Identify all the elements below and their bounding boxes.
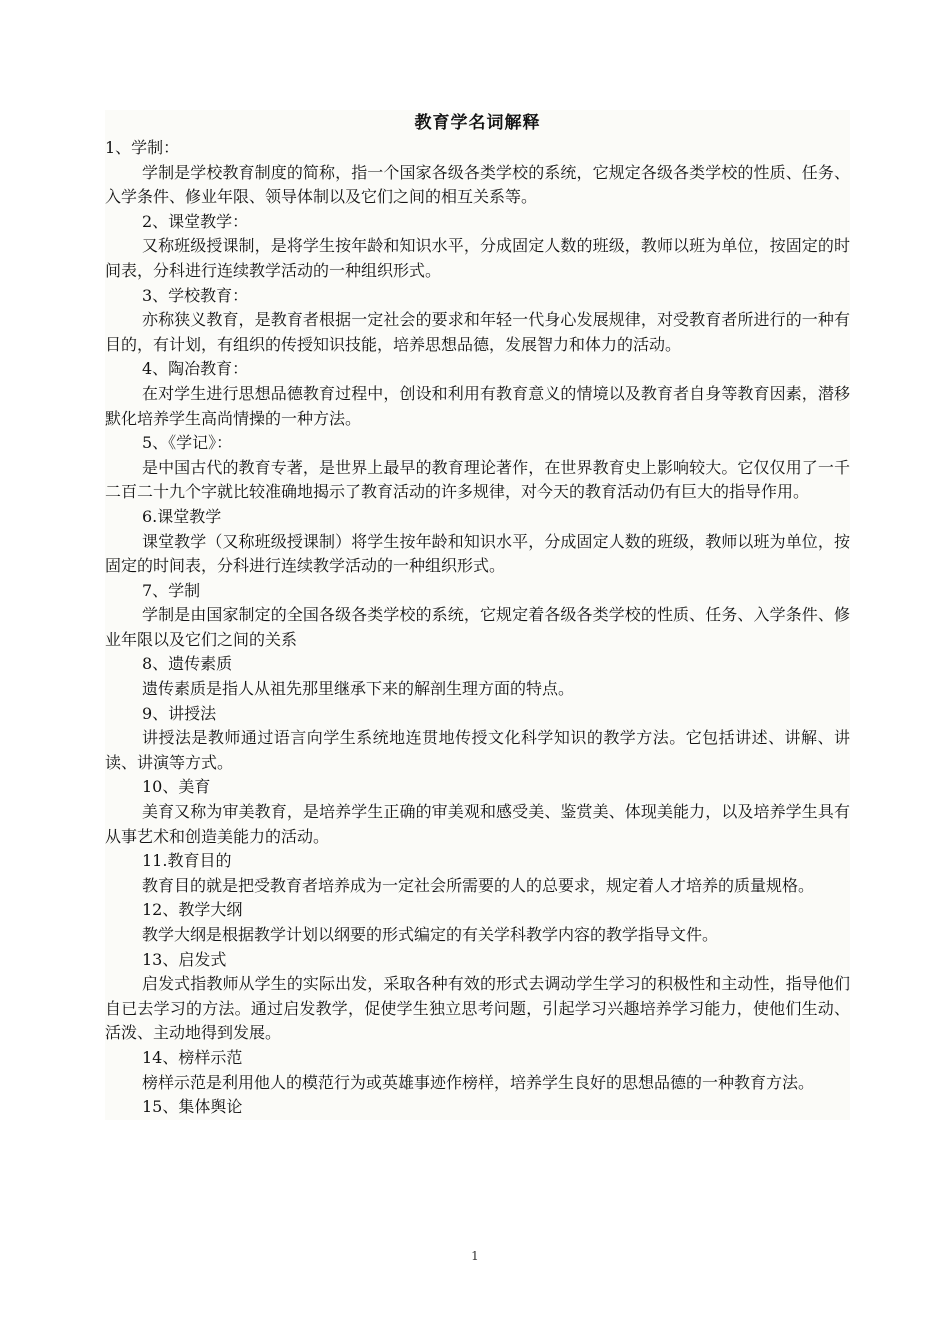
term-definition: 美育又称为审美教育，是培养学生正确的审美观和感受美、鉴赏美、体现美能力，以及培养学生具有从事艺术和创造美能力的活动。 — [105, 802, 850, 846]
term-definition: 教学大纲是根据教学计划以纲要的形式编定的有关学科教学内容的教学指导文件。 — [142, 925, 719, 944]
term-heading: 6.课堂教学 — [142, 506, 222, 526]
term-definition: 课堂教学（又称班级授课制）将学生按年龄和知识水平，分成固定人数的班级，教师以班为单位，按固定的时间表，分科进行连续教学活动的一种组织形式。 — [105, 531, 850, 576]
term-definition: 又称班级授课制，是将学生按年龄和知识水平，分成固定人数的班级，教师以班为单位，按固定的时间表，分科进行连续教学活动的一种组织形式。 — [105, 236, 850, 280]
page-number: 1 — [471, 1249, 479, 1263]
document-content — [105, 110, 850, 1120]
term-heading: 8、遗传素质 — [142, 654, 233, 674]
term-heading: 7、学制 — [142, 580, 201, 600]
term-heading: 10、美育 — [142, 777, 211, 797]
term-heading: 14、榜样示范 — [142, 1047, 243, 1067]
term-heading: 12、教学大纲 — [142, 900, 243, 920]
term-definition: 遗传素质是指人从祖先那里继承下来的解剖生理方面的特点。 — [142, 679, 575, 699]
term-definition: 亦称狭义教育，是教育者根据一定社会的要求和年轻一代身心发展规律，对受教育者所进行的一种有目的，有计划，有组织的传授知识技能，培养思想品德，发展智力和体力的活动。 — [105, 310, 850, 354]
term-definition: 教育目的就是把受教育者培养成为一定社会所需要的人的总要求，规定着人才培养的质量规格。 — [142, 875, 815, 895]
term-heading: 13、启发式 — [142, 949, 227, 969]
term-definition: 讲授法是教师通过语言向学生系统地连贯地传授文化科学知识的教学方法。它包括讲述、讲解、讲读、讲演等方式。 — [105, 728, 850, 772]
term-definition: 启发式指教师从学生的实际出发，采取各种有效的形式去调动学生学习的积极性和主动性，指导他们自已去学习的方法。通过启发教学，促使学生独立思考问题，引起学习兴趣培养学习能力，使他们生动、活泼、主动地得到发展。 — [105, 974, 850, 1043]
term-definition: 在对学生进行思想品德教育过程中，创设和利用有教育意义的情境以及教育者自身等教育因素，潜移默化培养学生高尚情操的一种方法。 — [105, 383, 850, 428]
term-heading: 11.教育目的 — [142, 851, 232, 871]
term-heading: 5、《学记》： — [142, 433, 233, 453]
term-definition: 学制是学校教育制度的简称，指一个国家各级各类学校的系统，它规定各级各类学校的性质、任务、入学条件、修业年限、领导体制以及它们之间的相互关系等。 — [105, 162, 850, 207]
term-heading: 1、学制： — [105, 138, 180, 157]
document-title: 教育学名词解释 — [414, 113, 541, 133]
term-heading: 4、陶冶教育： — [142, 359, 249, 379]
term-heading: 3、学校教育： — [142, 285, 249, 305]
term-definition: 是中国古代的教育专著，是世界上最早的教育理论著作，在世界教育史上影响较大。它仅仅用了一千二百二十九个字就比较准确地揭示了教育活动的许多规律，对今天的教育活动仍有巨大的指导作用。 — [105, 457, 850, 502]
term-heading: 2、课堂教学： — [142, 211, 249, 231]
term-heading: 9、讲授法 — [142, 703, 217, 723]
term-definition: 学制是由国家制定的全国各级各类学校的系统，它规定着各级各类学校的性质、任务、入学条件、修业年限以及它们之间的关系 — [105, 605, 850, 649]
term-heading: 15、集体舆论 — [142, 1097, 243, 1117]
term-definition: 榜样示范是利用他人的模范行为或英雄事迹作榜样，培养学生良好的思想品德的一种教育方法。 — [142, 1072, 815, 1092]
